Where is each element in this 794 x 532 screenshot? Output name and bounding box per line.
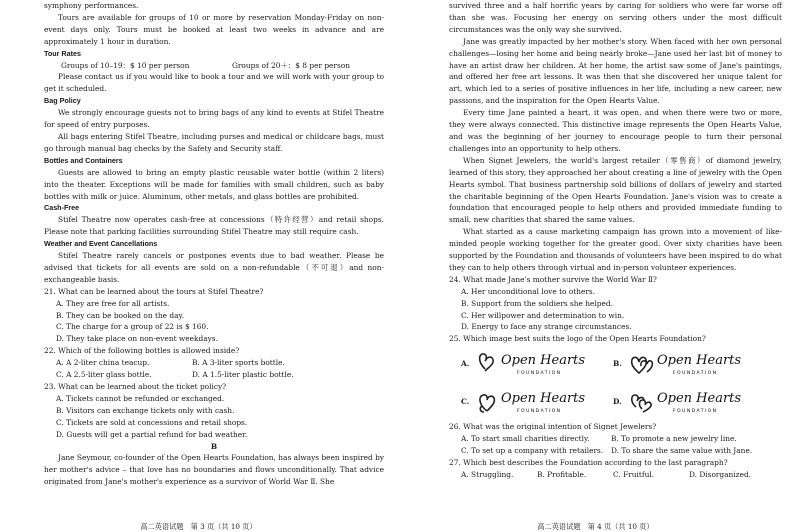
open-heart-icon bbox=[632, 395, 644, 407]
cash-free-heading: Cash-Free bbox=[44, 203, 80, 213]
option-22b: B. A 3-liter sports bottle. bbox=[192, 358, 285, 368]
bag-paragraph-1: We strongly encourage guests not to bring bags of any kind to events at Stifel Theatre for speed of entry purposes. bbox=[44, 108, 384, 130]
option-24b: B. Support from the soldiers she helped. bbox=[461, 298, 613, 308]
bag-policy-heading: Bag Policy bbox=[44, 96, 81, 106]
option-26a: A. To start small charities directly. bbox=[461, 434, 590, 444]
tours-paragraph: Tours are available for groups of 10 or more by reservation Monday-Friday on non-event days only. Tours must be booked at least two weeks in advance and are approximately 1 hour in duration. bbox=[44, 12, 384, 46]
question-23: 23. What can be learned about the ticket policy? bbox=[44, 382, 227, 391]
passage-b-paragraph-4: When Signet Jewelers, the world's largest retailer（零售商）of diamond jewelry, learned of this story, they approached her about creating a line of jewelry with the Open Hearts symbol. That business partnership sold billions of dollars of jewelry and started the charitable beginning of the Open Hearts Foundation. Jane's vision was to create a foundation that encouraged people to help others and provided immediate funding to small, new charities that shared the same values. bbox=[449, 155, 782, 225]
contact-paragraph: Please contact us if you would like to book a tour and we will work with your group to get it scheduled. bbox=[44, 72, 384, 94]
logo-d-title: Open Hearts bbox=[657, 391, 742, 407]
options-22-row-2 bbox=[44, 369, 384, 381]
bag-paragraph-2: All bags entering Stifel Theatre, including purses and medical or childcare bags, must go through manual bag checks by the Safety and Security staff. bbox=[44, 131, 384, 153]
options-26-row-1 bbox=[449, 433, 782, 445]
weather-heading: Weather and Event Cancellations bbox=[44, 239, 158, 249]
question-27: 27. Which best describes the Foundation according to the last paragraph? bbox=[449, 458, 728, 467]
open-hearts-logo-d bbox=[627, 385, 757, 419]
passage-b-paragraph-1-cont: survived three and a half horrific years by caring for soldiers who were far worse off than she was. Focusing her energy on serving others under the most difficult circumstances was the only way she survived. bbox=[449, 1, 782, 34]
question-22: 22. Which of the following bottles is allowed inside? bbox=[44, 346, 240, 356]
option-24c: C. Her willpower and determination to win. bbox=[461, 310, 625, 320]
logo-c-sub: FOUNDATION bbox=[517, 409, 562, 415]
logo-c-title: Open Hearts bbox=[501, 391, 586, 407]
open-hearts-logo-b bbox=[627, 347, 757, 381]
option-27d: D. Disorganized. bbox=[689, 469, 752, 479]
options-27-row bbox=[449, 469, 782, 481]
option-22a: A. A 2-liter china teacup. bbox=[56, 358, 150, 368]
logo-option-b-label: B. bbox=[613, 359, 622, 369]
option-24d: D. Energy to face any strange circumstances. bbox=[461, 322, 632, 332]
rate-large-groups: Groups of 20＋：$ 8 per person bbox=[232, 60, 350, 70]
connected-heart-icon bbox=[639, 400, 651, 412]
question-24: 24. What made Jane's mother survive the World War Ⅱ? bbox=[449, 274, 657, 284]
closed-heart-icon bbox=[632, 358, 647, 374]
option-26c: C. To set up a company with retailers. bbox=[461, 446, 604, 456]
page-footer-left: 高二英语试题 第 3 页（共 10 页） bbox=[140, 522, 257, 531]
passage-b-paragraph-5: What started as a cause marketing campaign has grown into a movement of like-minded people working together for the greater good. Over sixty charities have been supported by the Foundation and thousands of volunteers have been inspired to do what they can to help others through virtual and in-person volunteer experiences. bbox=[449, 227, 782, 272]
logo-option-a bbox=[461, 345, 613, 383]
passage-b-paragraph-1: Jane Seymour, co-founder of the Open Hearts Foundation, has always been inspired by her mother's advice – that love has no boundaries and flows unconditionally. That advice originated from Jane's mother's experience as a survivor of World War Ⅱ. She bbox=[44, 453, 384, 487]
bottles-paragraph: Guests are allowed to bring an empty plastic reusable water bottle (within 2 liters) into the theater. Exceptions will be made for families with small children, such as baby bottles with milk or juice. Aluminum, other metals, and glass bottles are prohibited. bbox=[44, 167, 384, 201]
option-21a: A. They are free for all artists. bbox=[56, 298, 170, 308]
logo-a-title: Open Hearts bbox=[501, 353, 586, 369]
logo-b-title: Open Hearts bbox=[657, 353, 742, 369]
question-25: 25. Which image best suits the logo of the Open Hearts Foundation? bbox=[449, 334, 706, 344]
logo-d-sub: FOUNDATION bbox=[673, 409, 718, 415]
option-23a: A. Tickets cannot be refunded or exchanged. bbox=[56, 393, 225, 403]
text-line: symphony performances. bbox=[44, 1, 139, 10]
cash-paragraph: Stifel Theatre now operates cash-free at concessions（特许经营）and retail shops. Please note that parking facilities surrounding Stifel Theatre may still require cash. bbox=[44, 215, 384, 237]
option-23b: B. Visitors can exchange tickets only with cash. bbox=[56, 405, 235, 415]
page-footer-right: 高二英语试题 第 4 页（共 10 页） bbox=[537, 522, 654, 531]
option-27b: B. Profitable. bbox=[537, 469, 587, 479]
logo-option-c-label: C. bbox=[461, 397, 470, 407]
passage-b-paragraph-2: Jane was greatly impacted by her mother's story. When faced with her own personal challenges—losing her home and being nearly broke—Jane used her last bit of money to have an artist draw her children. At her home, the artist saw some of Jane's paintings, and offered her free art lessons. It was then that she discovered her unique talent for art, which led to a series of positive influences in her life, including a new career, new passions, and the inspiration for the Open Hearts Value. bbox=[449, 36, 782, 106]
section-b-heading: B bbox=[210, 441, 218, 451]
question-21: 21. What can be learned about the tours at Stifel Theatre? bbox=[44, 286, 264, 296]
option-23d: D. Guests will get a partial refund for bad weather. bbox=[56, 429, 248, 439]
tour-rates-heading: Tour Rates bbox=[44, 48, 82, 58]
option-26b: B. To promote a new jewelry line. bbox=[611, 434, 737, 444]
question-26: 26. What was the original intention of Signet Jewelers? bbox=[449, 422, 657, 432]
open-heart-icon bbox=[480, 354, 494, 371]
logo-options bbox=[449, 345, 782, 421]
tour-rates-row bbox=[44, 60, 384, 72]
open-hearts-logo-a bbox=[475, 347, 605, 381]
logo-option-d-label: D. bbox=[613, 397, 622, 407]
option-21c: C. The charge for a group of 22 is $ 160. bbox=[56, 322, 209, 332]
option-27c: C. Fruitful. bbox=[613, 469, 655, 479]
logo-option-b bbox=[613, 345, 765, 383]
option-24a: A. Her unconditional love to others. bbox=[461, 286, 596, 296]
logo-a-sub: FOUNDATION bbox=[517, 371, 562, 377]
option-21d: D. They take place on non-event weekdays. bbox=[56, 334, 218, 344]
option-22d: D. A 1.5-liter plastic bottle. bbox=[192, 370, 294, 380]
bottles-heading: Bottles and Containers bbox=[44, 155, 123, 165]
rate-small-groups: Groups of 10–19：$ 10 per person bbox=[61, 60, 190, 70]
logo-option-a-label: A. bbox=[461, 359, 470, 369]
logo-b-sub: FOUNDATION bbox=[673, 371, 718, 377]
weather-paragraph: Stifel Theatre rarely cancels or postpones events due to bad weather. Please be advised that tickets for all events are sold on a non-refundable（不可退）and non-exchangeable basis. bbox=[44, 251, 384, 284]
options-26-row-2 bbox=[449, 445, 782, 457]
open-heart-icon bbox=[480, 395, 495, 411]
page-4 bbox=[397, 0, 794, 532]
option-27a: A. Struggling. bbox=[461, 469, 514, 479]
option-21b: B. They can be booked on the day. bbox=[56, 310, 185, 320]
option-22c: C. A 2.5-liter glass bottle. bbox=[56, 370, 152, 380]
logo-option-d bbox=[613, 383, 765, 421]
open-hearts-logo-c bbox=[475, 385, 605, 419]
options-22-row-1 bbox=[44, 357, 384, 369]
passage-b-paragraph-3: Every time Jane painted a heart, it was open, and when there were two or more, they were always connected. This distinctive image represents the Open Hearts Value, and was the beginning of her journey to encourage people to turn their personal challenges into an opportunity to help others. bbox=[449, 108, 782, 153]
option-26d: D. To share the same value with Jane. bbox=[611, 446, 753, 456]
logo-option-c bbox=[461, 383, 613, 421]
option-23c: C. Tickets are sold at concessions and retail shops. bbox=[56, 417, 248, 427]
